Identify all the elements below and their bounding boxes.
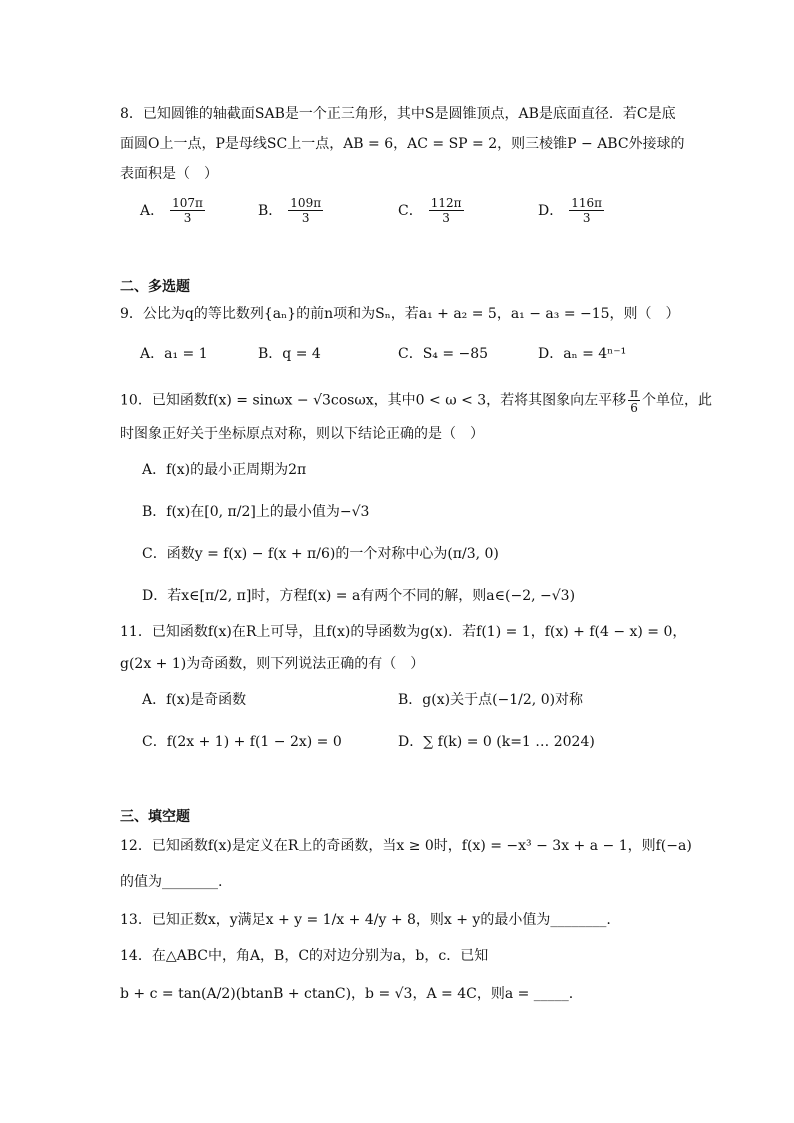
q11-option-d[interactable]: D．∑ f(k) = 0 (k=1 … 2024): [398, 734, 595, 750]
q11-option-c[interactable]: C．f(2x + 1) + f(1 − 2x) = 0: [142, 734, 342, 750]
q9-option-b[interactable]: B．q = 4: [258, 346, 321, 362]
q14-line-2: b + c = tan(A/2)(btanB + ctanC)，b = √3，A = 4C，则a = _____.: [120, 986, 574, 1002]
q10-text-b: 个单位，此: [642, 392, 713, 409]
fraction: $\frac{112\pi}{3}$: [430, 196, 462, 225]
q10-option-a[interactable]: A．f(x)的最小正周期为2π: [142, 462, 307, 478]
q10-line-2: 时图象正好关于坐标原点对称，则以下结论正确的是（ ）: [120, 426, 484, 442]
q8-line-1: 8．已知圆锥的轴截面SAB是一个正三角形，其中S是圆锥顶点，AB是底面直径．若C是底: [120, 106, 676, 122]
fraction: $\frac{107\pi}{3}$: [172, 196, 203, 225]
q10-option-b[interactable]: B．f(x)在[0, π/2]上的最小值为−√3: [142, 504, 370, 520]
q8-option-b[interactable]: [258, 196, 325, 225]
q8-line-3: 表面积是（ ）: [120, 166, 218, 182]
section-heading-multiple-choice: 二、多选题: [120, 279, 190, 295]
q14-line-1: 14．在△ABC中，角A，B，C的对边分别为a，b，c．已知: [120, 948, 489, 964]
section-heading-fill-in: 三、填空题: [120, 809, 190, 825]
option-label: A．: [140, 202, 165, 219]
q9-line-1: 9．公比为q的等比数列{aₙ}的前n项和为Sₙ，若a₁ + a₂ = 5，a₁ − a₃ = −15，则（ ）: [120, 306, 680, 322]
q9-option-d[interactable]: D．aₙ = 4ⁿ⁻¹: [538, 346, 627, 362]
option-label: B．: [258, 202, 283, 219]
q9-option-c[interactable]: C．S₄ = −85: [398, 346, 489, 362]
q9-option-a[interactable]: A．a₁ = 1: [140, 346, 208, 362]
q8-option-a[interactable]: [140, 196, 207, 225]
q11-line-2: g(2x + 1)为奇函数，则下列说法正确的有（ ）: [120, 656, 425, 672]
q8-option-d[interactable]: [538, 196, 606, 225]
option-label: D．: [538, 202, 564, 219]
q10-option-d[interactable]: D．若x∈[π/2, π]时，方程f(x) = a有两个不同的解，则a∈(−2, −√3): [142, 588, 576, 604]
q11-option-a[interactable]: A．f(x)是奇函数: [142, 692, 247, 708]
fraction: $\frac{116\pi}{3}$: [571, 196, 603, 225]
q10-option-c[interactable]: C．函数y = f(x) − f(x + π/6)的一个对称中心为(π/3, 0): [142, 546, 499, 562]
q10-line-1: [120, 386, 712, 415]
q11-line-1: 11．已知函数f(x)在R上可导，且f(x)的导函数为g(x)．若f(1) = 1，f(x) + f(4 − x) = 0，: [120, 624, 687, 640]
fraction: $\frac{109\pi}{3}$: [290, 196, 322, 225]
option-label: C．: [398, 202, 423, 219]
fraction: $\frac{\pi}{6}$: [630, 386, 639, 415]
q11-option-b[interactable]: B．g(x)关于点(−1/2, 0)对称: [398, 692, 584, 708]
q12-line-2: 的值为________.: [120, 874, 223, 890]
q13-line-1: 13．已知正数x，y满足x + y = 1/x + 4/y + 8，则x + y的最小值为________.: [120, 912, 611, 928]
q12-line-1: 12．已知函数f(x)是定义在R上的奇函数，当x ≥ 0时，f(x) = −x³ − 3x + a − 1，则f(−a): [120, 838, 692, 854]
q10-text-a: 10．已知函数f(x) = sinωx − √3cosωx，其中0 < ω < 3，若将其图象向左平移: [120, 392, 627, 409]
q8-option-c[interactable]: [398, 196, 466, 225]
q8-line-2: 面圆O上一点，P是母线SC上一点，AB = 6，AC = SP = 2，则三棱锥P − ABC外接球的: [120, 136, 685, 152]
